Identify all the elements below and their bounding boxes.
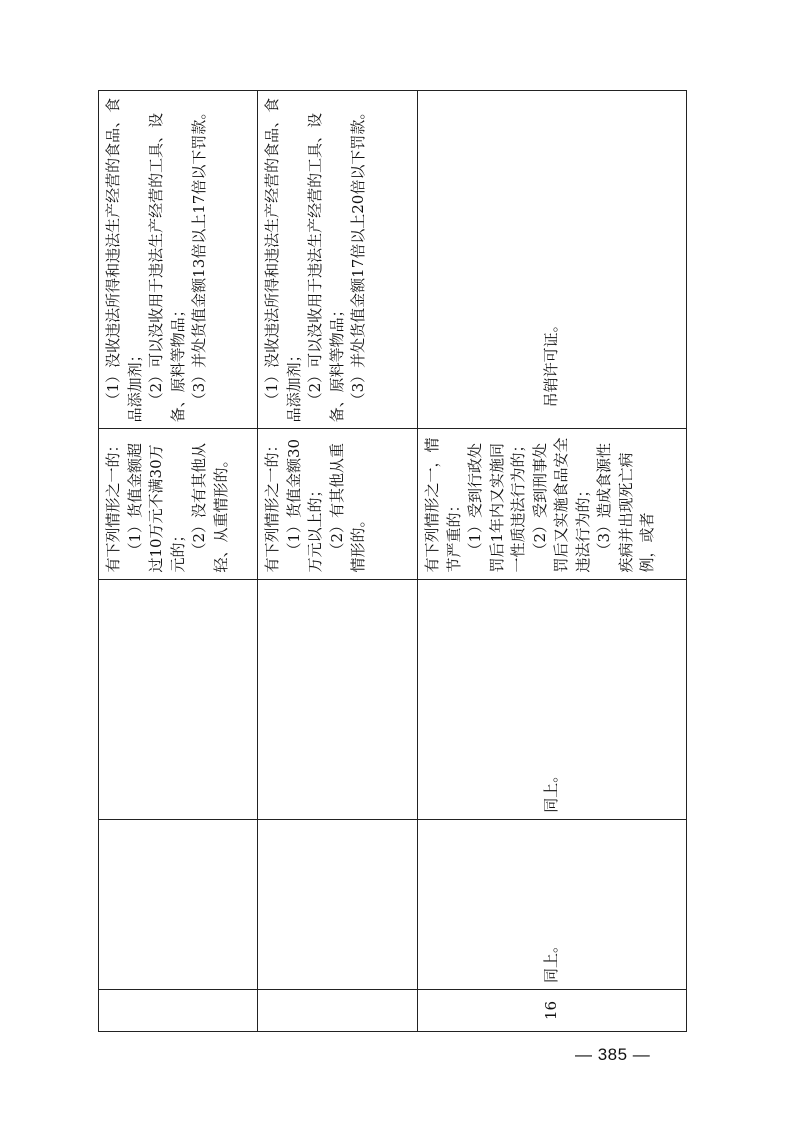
condition-item: （1）货值金额30万元以上的； bbox=[284, 438, 324, 573]
penalty-cell bbox=[418, 91, 687, 429]
behavior-cell bbox=[99, 819, 258, 989]
table-row bbox=[99, 91, 258, 1032]
basis-cell: 同上。 bbox=[418, 579, 687, 819]
condition-item: （2）没有其他从轻、从重情形的。 bbox=[190, 443, 230, 573]
behavior-cell bbox=[258, 819, 418, 989]
page-number: — 385 — bbox=[575, 1045, 651, 1064]
conditions-cell bbox=[418, 429, 687, 579]
penalty-cell bbox=[99, 91, 258, 429]
table-row bbox=[258, 91, 418, 1032]
condition-item: （3）造成食源性疾病并出现死亡病例，或者 bbox=[595, 443, 656, 573]
penalty-item: （3）并处货值金额17倍以上20倍以下罚款。 bbox=[349, 104, 367, 408]
condition-item: （2）有其他从重情形的。 bbox=[327, 443, 367, 573]
row-number-cell bbox=[258, 989, 418, 1031]
penalty-item: 吊销许可证。 bbox=[542, 317, 561, 408]
behavior-cell: 同上。 bbox=[418, 819, 687, 989]
penalty-item: （3）并处货值金额13倍以上17倍以下罚款。 bbox=[190, 104, 208, 408]
penalty-cell bbox=[258, 91, 418, 429]
penalty-item: （1）没收违法所得和违法生产经营的食品、食品添加剂； bbox=[263, 97, 303, 423]
penalty-table bbox=[98, 90, 687, 1032]
penalty-item: （1）没收违法所得和违法生产经营的食品、食品添加剂； bbox=[104, 97, 144, 423]
conditions-intro: 有下列情形之一的： bbox=[263, 437, 281, 573]
conditions-intro: 有下列情形之一的： bbox=[104, 437, 122, 573]
basis-cell bbox=[99, 579, 258, 819]
condition-item: （2）受到刑事处罚后又实施食品安全违法行为的； bbox=[530, 437, 592, 573]
penalty-item: （2）可以没收用于违法生产经营的工具、设备、原料等物品； bbox=[306, 112, 346, 423]
basis-cell bbox=[258, 579, 418, 819]
row-number-cell: 16 bbox=[418, 989, 687, 1031]
conditions-cell bbox=[258, 429, 418, 579]
condition-item: （1）受到行政处罚后1年内又实施同一性质违法行为的； bbox=[466, 437, 527, 573]
penalty-item: （2）可以没收用于违法生产经营的工具、设备、原料等物品； bbox=[147, 112, 187, 423]
condition-item: （1）货值金额超过10万元不满30万元的； bbox=[125, 443, 187, 573]
conditions-cell bbox=[99, 429, 258, 579]
conditions-intro: 有下列情形之一，情节严重的： bbox=[423, 437, 463, 573]
row-number-cell bbox=[99, 989, 258, 1031]
rotated-table-wrapper bbox=[98, 90, 686, 1032]
table-row bbox=[418, 91, 687, 1032]
